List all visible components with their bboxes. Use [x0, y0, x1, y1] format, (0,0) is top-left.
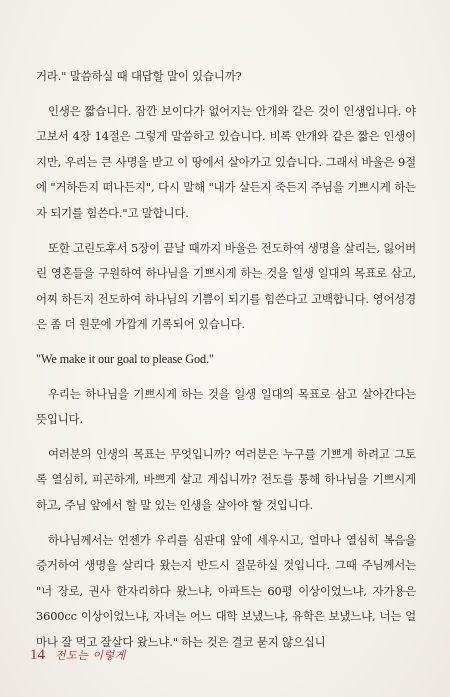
- paragraph: 하나님께서는 언젠가 우리를 심판대 앞에 세우시고, 얼마나 열심히 복음을 증거하여 생명을 살리다 왔는지 반드시 질문하실 것입니다. 그때 주님께서는 "너 장로, 권사 한자리하다 왔느냐, 아파트는 60평 이상이었느냐, 자가용은 3600cc 이상이었느냐, 자녀는 어느 대학 보냈느냐, 유학은 보냈느냐, 너는 얼마나 잘 먹고 잘살다 왔느냐." 하는 것은 결코 묻지 않으십니: [36, 532, 416, 649]
- paragraph: 여러분의 인생의 목표는 무엇입니까? 여러분은 누구를 기쁘게 하려고 그토록 열심히, 피곤하게, 바쁘게 살고 계십니까? 전도를 통해 하나님을 기쁘시게 하고, 주님 앞에서 할 말 있는 인생을 살아야 할 것입니다.: [36, 446, 416, 512]
- paragraph: 거라." 말씀하실 때 대답할 말이 있습니까?: [36, 69, 242, 83]
- page-footer: [30, 647, 126, 664]
- page-body: [36, 64, 416, 655]
- paragraph: 또한 고린도후서 5장이 끝날 때까지 바울은 전도하여 생명을 살리는, 잃어버린 영혼들을 구원하여 하나님을 기쁘시게 하는 것을 일생 일대의 목표로 삼고, 어찌 하든지 전도하여 하나님의 기쁨이 되기를 힘쓴다고 고백합니다. 영어성경은 좀 더 원문에 가깝게 기록되어 있습니다.: [36, 240, 416, 332]
- english-quote: "We make it our goal to please God.": [36, 351, 214, 366]
- page-number: 14: [30, 647, 45, 663]
- paragraph: 우리는 하나님을 기쁘시게 하는 것을 일생 일대의 목표로 삼고 살아간다는 뜻입니다.: [36, 386, 416, 427]
- paragraph: 인생은 짧습니다. 잠깐 보이다가 없어지는 안개와 같은 것이 인생입니다. 야고보서 4장 14절은 그렇게 말씀하고 있습니다. 비록 안개와 같은 짧은 인생이지만, 우리는 큰 사명을 받고 이 땅에서 살아가고 있습니다. 그래서 바울은 9절에 "거하든지 떠나든지", 다시 말해 "내가 살든지 죽든지 주님을 기쁘시게 하는 자 되기를 힘쓴다."고 말합니다.: [36, 103, 416, 220]
- running-title: 전도는 이렇게: [55, 649, 126, 662]
